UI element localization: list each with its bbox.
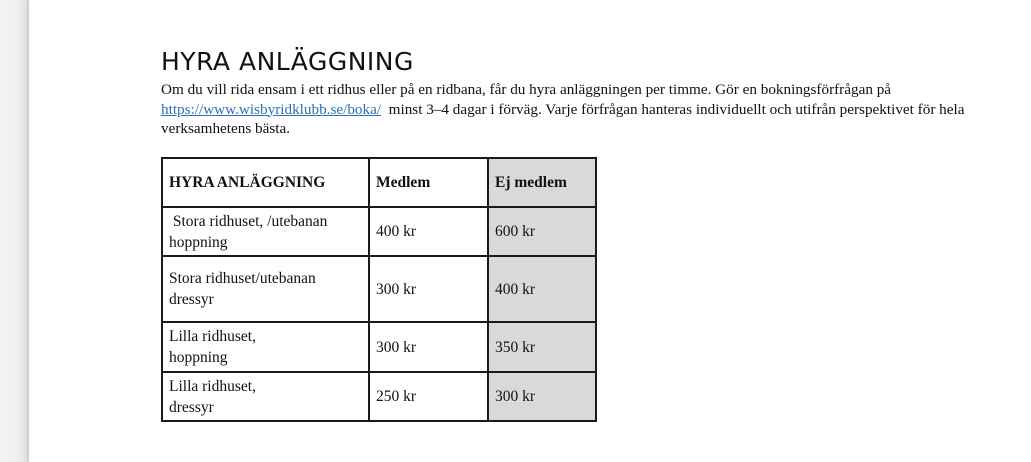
member-price-cell: 250 kr [369, 372, 488, 421]
member-price-cell: 400 kr [369, 207, 488, 256]
table-header-row [162, 158, 596, 207]
paragraph-text-end: minst 3–4 dagar i förväg. Varje förfrågan hanteras individuellt och utifrån perspektivet för hela verksamhetens bästa. [161, 100, 969, 137]
non-member-price-cell: 600 kr [488, 207, 596, 256]
facility-cell [162, 372, 369, 421]
intro-paragraph [161, 80, 1021, 139]
document-gutter [0, 0, 29, 462]
facility-cell [162, 256, 369, 322]
table-row [162, 256, 596, 322]
facility-name: Lilla ridhuset, dressyr [169, 377, 256, 416]
non-member-price-cell: 350 kr [488, 322, 596, 372]
table-row [162, 207, 596, 256]
facility-cell [162, 207, 369, 256]
member-price-cell: 300 kr [369, 256, 488, 322]
facility-name: Stora ridhuset, /utebanan hoppning [169, 212, 332, 251]
table-row [162, 322, 596, 372]
facility-cell [162, 322, 369, 372]
member-price-cell: 300 kr [369, 322, 488, 372]
facility-name: Stora ridhuset/utebanan dressyr [169, 270, 316, 308]
header-facility: HYRA ANLÄGGNING [162, 158, 369, 207]
facility-name: Lilla ridhuset, hoppning [169, 328, 256, 366]
booking-link[interactable]: https://www.wisbyridklubb.se/boka/ [161, 100, 382, 118]
non-member-price-cell: 300 kr [488, 372, 596, 421]
section-heading: HYRA ANLÄGGNING [161, 47, 414, 76]
header-non-member: Ej medlem [488, 158, 596, 207]
paragraph-text-start: Om du vill rida ensam i ett ridhus eller på en ridbana, får du hyra anläggningen per timme. Gör en bokningsförfrågan på [161, 81, 892, 98]
rental-price-table [161, 157, 597, 422]
table-row [162, 372, 596, 421]
non-member-price-cell: 400 kr [488, 256, 596, 322]
header-member: Medlem [369, 158, 488, 207]
